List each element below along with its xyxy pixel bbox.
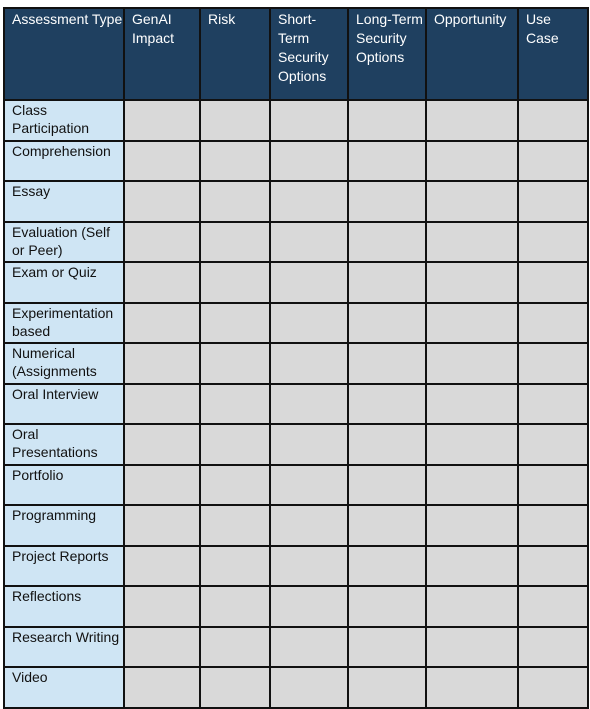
genai-impact-cell[interactable] [124, 465, 200, 506]
assessment-type-label: Video [12, 669, 48, 685]
opportunity-cell[interactable] [426, 667, 518, 708]
table-row [4, 546, 588, 587]
genai-impact-cell[interactable] [124, 222, 200, 263]
short-term-security-cell[interactable] [270, 586, 348, 627]
assessment-type-label: Exam or Quiz [12, 264, 97, 280]
assessment-type-cell [4, 384, 124, 425]
assessment-type-cell [4, 100, 124, 141]
use-case-cell[interactable] [518, 303, 588, 344]
assessment-type-label: Portfolio [12, 466, 64, 483]
risk-cell[interactable] [200, 222, 270, 263]
opportunity-cell[interactable] [426, 222, 518, 263]
table-row [4, 627, 588, 668]
table-row [4, 384, 588, 425]
use-case-cell[interactable] [518, 546, 588, 587]
long-term-security-cell[interactable] [348, 303, 426, 344]
table-row [4, 181, 588, 222]
short-term-security-cell[interactable] [270, 505, 348, 546]
risk-cell[interactable] [200, 546, 270, 587]
use-case-cell[interactable] [518, 222, 588, 263]
use-case-cell[interactable] [518, 424, 588, 465]
assessment-type-cell [4, 505, 124, 546]
long-term-security-cell[interactable] [348, 546, 426, 587]
opportunity-cell[interactable] [426, 303, 518, 344]
genai-impact-cell[interactable] [124, 667, 200, 708]
short-term-security-cell[interactable] [270, 262, 348, 303]
table-row [4, 262, 588, 303]
assessment-type-cell [4, 141, 124, 182]
genai-impact-cell[interactable] [124, 505, 200, 546]
long-term-security-cell[interactable] [348, 424, 426, 465]
assessment-type-label: Oral Interview [12, 385, 99, 402]
genai-impact-cell[interactable] [124, 627, 200, 668]
long-term-security-cell[interactable] [348, 181, 426, 222]
table-row [4, 465, 588, 506]
assessment-type-label: Essay [12, 183, 51, 199]
long-term-security-cell[interactable] [348, 465, 426, 506]
risk-cell[interactable] [200, 667, 270, 708]
risk-cell[interactable] [200, 303, 270, 344]
short-term-security-cell[interactable] [270, 181, 348, 222]
opportunity-cell[interactable] [426, 424, 518, 465]
use-case-cell[interactable] [518, 343, 588, 384]
long-term-security-cell[interactable] [348, 384, 426, 425]
table-row [4, 667, 588, 708]
assessment-type-label: Project Reports [12, 547, 109, 564]
genai-impact-cell[interactable] [124, 586, 200, 627]
risk-cell[interactable] [200, 424, 270, 465]
use-case-cell[interactable] [518, 100, 588, 141]
header-genai-impact: GenAI Impact [124, 8, 200, 100]
assessment-type-cell [4, 586, 124, 627]
table-row [4, 141, 588, 182]
use-case-cell[interactable] [518, 141, 588, 182]
assessment-type-cell [4, 262, 124, 303]
assessment-type-label: Numerical (Assignments [12, 345, 97, 379]
assessment-type-label: Comprehension [12, 142, 111, 159]
assessment-type-label: Evaluation (Self or Peer) [12, 223, 111, 258]
use-case-cell[interactable] [518, 505, 588, 546]
assessment-type-label: Programming [12, 507, 97, 523]
risk-cell[interactable] [200, 262, 270, 303]
use-case-cell[interactable] [518, 627, 588, 668]
long-term-security-cell[interactable] [348, 667, 426, 708]
opportunity-cell[interactable] [426, 141, 518, 182]
risk-cell[interactable] [200, 343, 270, 384]
header-risk: Risk [200, 8, 270, 100]
assessment-type-cell [4, 667, 124, 708]
short-term-security-cell[interactable] [270, 424, 348, 465]
short-term-security-cell[interactable] [270, 465, 348, 506]
assessment-type-label: Experimentation based [12, 304, 114, 339]
risk-cell[interactable] [200, 505, 270, 546]
opportunity-cell[interactable] [426, 262, 518, 303]
assessment-type-cell [4, 465, 124, 506]
risk-cell[interactable] [200, 181, 270, 222]
use-case-cell[interactable] [518, 667, 588, 708]
assessment-type-cell [4, 303, 124, 344]
long-term-security-cell[interactable] [348, 586, 426, 627]
use-case-cell[interactable] [518, 262, 588, 303]
short-term-security-cell[interactable] [270, 384, 348, 425]
opportunity-cell[interactable] [426, 627, 518, 668]
header-row [4, 8, 588, 100]
long-term-security-cell[interactable] [348, 627, 426, 668]
use-case-cell[interactable] [518, 384, 588, 425]
table-row [4, 100, 588, 141]
assessment-table [3, 7, 589, 709]
short-term-security-cell[interactable] [270, 141, 348, 182]
header-short-term-security: Short-Term Security Options [270, 8, 348, 100]
genai-impact-cell[interactable] [124, 262, 200, 303]
table-row [4, 343, 588, 384]
short-term-security-cell[interactable] [270, 546, 348, 587]
assessment-type-label: Oral Presentations [12, 426, 98, 460]
risk-cell[interactable] [200, 384, 270, 425]
long-term-security-cell[interactable] [348, 100, 426, 141]
genai-impact-cell[interactable] [124, 141, 200, 182]
assessment-type-cell [4, 627, 124, 668]
short-term-security-cell[interactable] [270, 303, 348, 344]
long-term-security-cell[interactable] [348, 505, 426, 546]
long-term-security-cell[interactable] [348, 343, 426, 384]
table-row [4, 424, 588, 465]
header-long-term-security: Long-Term Security Options [348, 8, 426, 100]
genai-impact-cell[interactable] [124, 424, 200, 465]
opportunity-cell[interactable] [426, 586, 518, 627]
risk-cell[interactable] [200, 627, 270, 668]
header-use-case: Use Case [518, 8, 588, 100]
table-row [4, 303, 588, 344]
assessment-type-label: Reflections [12, 588, 82, 604]
long-term-security-cell[interactable] [348, 222, 426, 263]
header-assessment-type: Assessment Type [4, 8, 124, 100]
genai-impact-cell[interactable] [124, 303, 200, 344]
assessment-type-label: Research Writing [12, 628, 120, 645]
table-row [4, 222, 588, 263]
table-row [4, 505, 588, 546]
long-term-security-cell[interactable] [348, 262, 426, 303]
genai-impact-cell[interactable] [124, 100, 200, 141]
assessment-type-cell [4, 181, 124, 222]
assessment-type-cell [4, 222, 124, 263]
use-case-cell[interactable] [518, 586, 588, 627]
opportunity-cell[interactable] [426, 505, 518, 546]
genai-impact-cell[interactable] [124, 343, 200, 384]
opportunity-cell[interactable] [426, 384, 518, 425]
use-case-cell[interactable] [518, 465, 588, 506]
assessment-type-cell [4, 546, 124, 587]
risk-cell[interactable] [200, 465, 270, 506]
short-term-security-cell[interactable] [270, 100, 348, 141]
opportunity-cell[interactable] [426, 546, 518, 587]
assessment-type-cell [4, 424, 124, 465]
risk-cell[interactable] [200, 100, 270, 141]
short-term-security-cell[interactable] [270, 667, 348, 708]
opportunity-cell[interactable] [426, 465, 518, 506]
assessment-type-label: Class Participation [12, 102, 90, 136]
assessment-type-cell [4, 343, 124, 384]
genai-impact-cell[interactable] [124, 384, 200, 425]
use-case-cell[interactable] [518, 181, 588, 222]
header-opportunity: Opportunity [426, 8, 518, 100]
risk-cell[interactable] [200, 141, 270, 182]
short-term-security-cell[interactable] [270, 343, 348, 384]
opportunity-cell[interactable] [426, 100, 518, 141]
risk-cell[interactable] [200, 586, 270, 627]
short-term-security-cell[interactable] [270, 627, 348, 668]
genai-impact-cell[interactable] [124, 546, 200, 587]
genai-impact-cell[interactable] [124, 181, 200, 222]
table-row [4, 586, 588, 627]
short-term-security-cell[interactable] [270, 222, 348, 263]
opportunity-cell[interactable] [426, 181, 518, 222]
opportunity-cell[interactable] [426, 343, 518, 384]
long-term-security-cell[interactable] [348, 141, 426, 182]
table-body [4, 100, 588, 708]
